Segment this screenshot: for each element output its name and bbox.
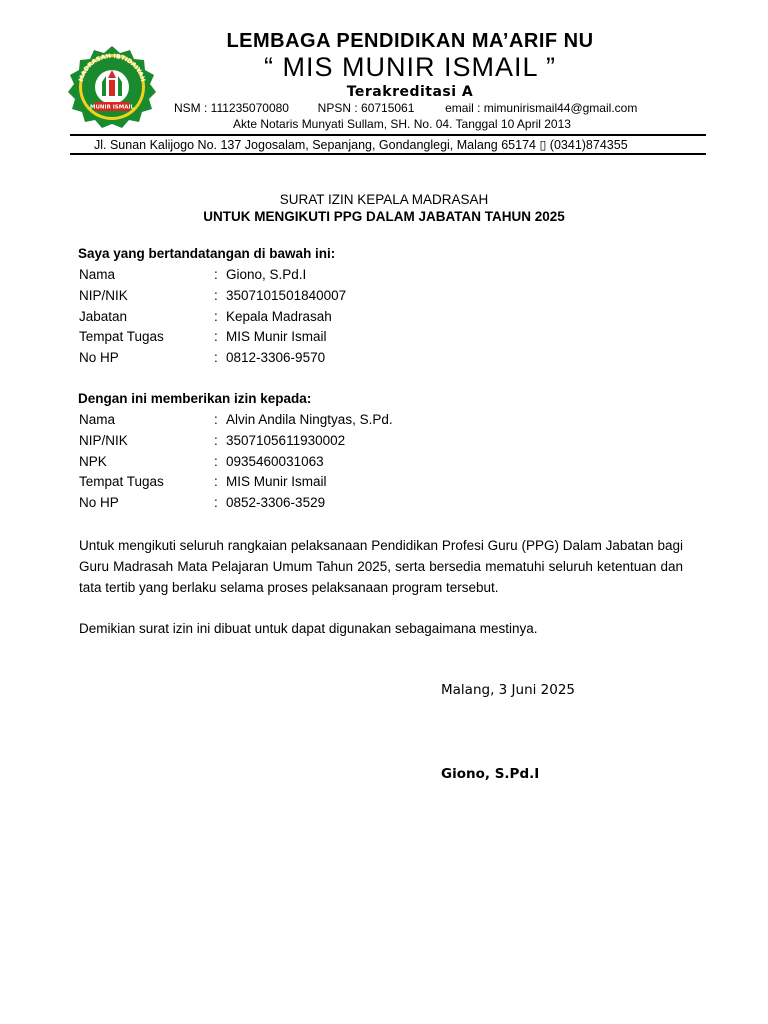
recipient-label: Tempat Tugas [79, 474, 164, 489]
signer-label: Tempat Tugas [79, 329, 164, 344]
signer-value: MIS Munir Ismail [226, 329, 327, 344]
recipient-label: NPK [79, 454, 107, 469]
signer-label: NIP/NIK [79, 288, 128, 303]
colon: : [214, 309, 218, 324]
email: email : mimunirismail44@gmail.com [445, 101, 638, 115]
recipient-label: No HP [79, 495, 119, 510]
organization-name: LEMBAGA PENDIDIKAN MA’ARIF NU [226, 30, 594, 52]
colon: : [214, 288, 218, 303]
letter-title-line2: UNTUK MENGIKUTI PPG DALAM JABATAN TAHUN 2025 [203, 209, 565, 224]
recipient-value: 0935460031063 [226, 454, 324, 469]
signer-value: Giono, S.Pd.I [226, 267, 307, 282]
recipient-value: Alvin Andila Ningtyas, S.Pd. [226, 412, 393, 427]
recipient-intro: Dengan ini memberikan izin kepada: [78, 391, 312, 406]
recipient-value: 3507105611930002 [226, 433, 346, 448]
logo-banner-text: MUNIR ISMAIL [89, 104, 135, 111]
school-address: Jl. Sunan Kalijogo No. 137 Jogosalam, Sepanjang, Gondanglegi, Malang 65174 ▯ (0341)874355 [94, 138, 628, 152]
signer-value: Kepala Madrasah [226, 309, 332, 324]
header-divider-bottom [70, 153, 706, 155]
colon: : [214, 474, 218, 489]
signer-label: Nama [79, 267, 116, 282]
header-divider-top [70, 134, 706, 136]
colon: : [214, 433, 218, 448]
signer-label: Jabatan [79, 309, 128, 324]
nsm: NSM : 111235070080 [174, 101, 289, 115]
colon: : [214, 454, 218, 469]
accreditation: Terakreditasi A [346, 84, 474, 100]
signer-value: 3507101501840007 [226, 288, 347, 303]
colon: : [214, 329, 218, 344]
signature-name: Giono, S.Pd.I [441, 766, 540, 782]
signer-value: 0812-3306-9570 [226, 350, 326, 365]
school-name: “ MIS MUNIR ISMAIL ” [263, 52, 556, 82]
letter-title-line1: SURAT IZIN KEPALA MADRASAH [279, 192, 489, 207]
logo-arc-text: MADRASAH IBTIDAIYAH [77, 52, 147, 83]
colon: : [214, 412, 218, 427]
letter-closing: Demikian surat izin ini dibuat untuk dapat digunakan sebagaimana mestinya. [79, 621, 538, 636]
recipient-value: MIS Munir Ismail [226, 474, 327, 489]
recipient-value: 0852-3306-3529 [226, 495, 326, 510]
recipient-label: NIP/NIK [79, 433, 128, 448]
identifiers-row [174, 101, 637, 115]
signer-label: No HP [79, 350, 119, 365]
recipient-label: Nama [79, 412, 116, 427]
colon: : [214, 495, 218, 510]
signer-intro: Saya yang bertandatangan di bawah ini: [78, 246, 336, 261]
place-date: Malang, 3 Juni 2025 [441, 682, 576, 698]
colon: : [214, 350, 218, 365]
letter-body: Untuk mengikuti seluruh rangkaian pelaksanaan Pendidikan Profesi Guru (PPG) Dalam Jabatan bagi Guru Madrasah Mata Pelajaran Umum Tahun 2025, serta bersedia mematuhi seluruh ketentuan dan tata tertib yang berlaku selama proses pelaksanaan program tersebut. [79, 538, 683, 595]
npsn: NPSN : 60715061 [317, 101, 415, 115]
akte-notaris: Akte Notaris Munyati Sullam, SH. No. 04. Tanggal 10 April 2013 [233, 117, 571, 131]
colon: : [214, 267, 218, 282]
